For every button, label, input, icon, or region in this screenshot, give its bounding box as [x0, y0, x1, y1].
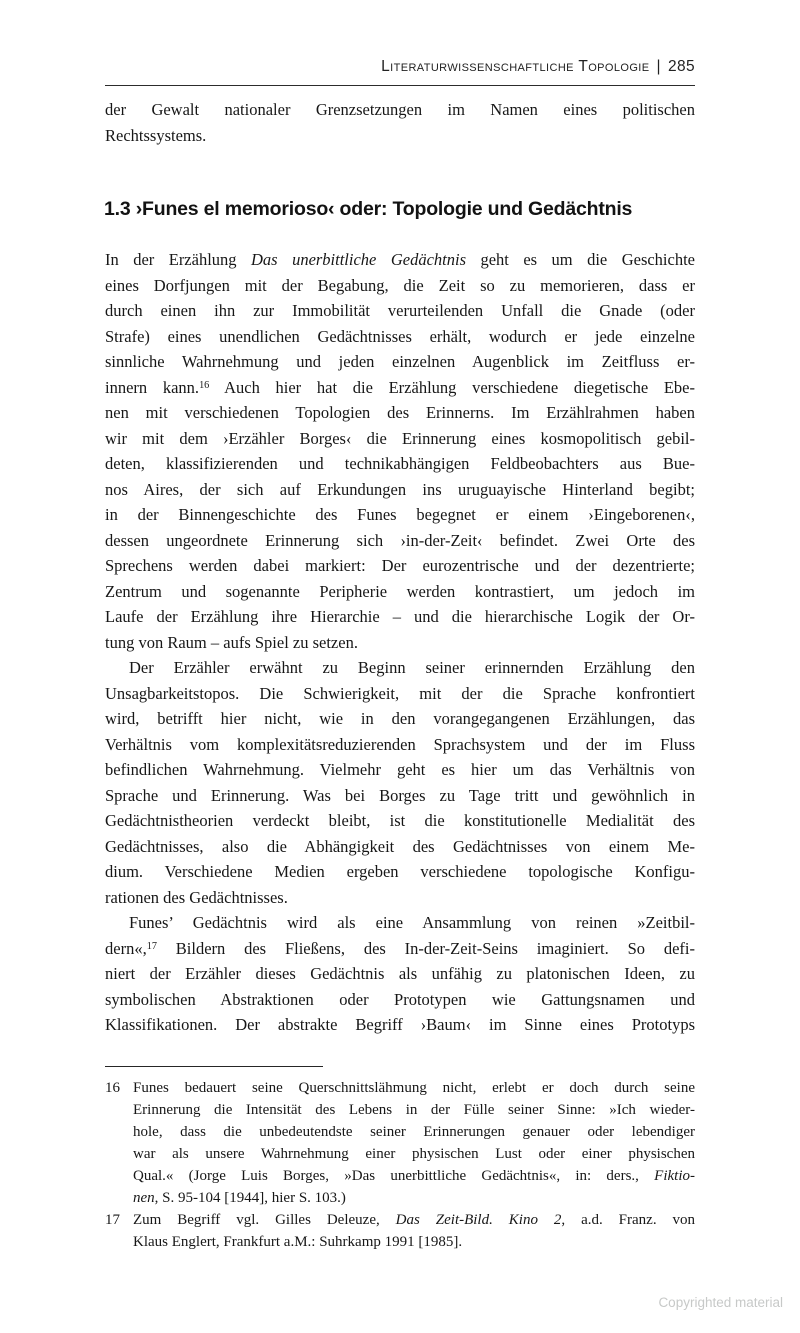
- paragraph-1: [105, 247, 695, 655]
- footnote-16: [105, 1077, 695, 1209]
- continuation-paragraph: [105, 97, 695, 148]
- footnote-number: 17: [105, 1212, 120, 1228]
- text-line: Klassifikationen. Der abstrakte Begriff ›Baum‹ im Sinne eines Prototyps: [105, 1015, 695, 1034]
- text-line: Zentrum und sogenannte Peripherie werden kontrastiert, um jedoch im: [105, 581, 695, 601]
- text-line: durch einen ihn zur Immobilität verurteilenden Unfall die Gnade (oder: [105, 301, 695, 320]
- text-line: Gedächtnistheorien verdeckt bleibt, ist die konstitutionelle Medialität des: [105, 811, 695, 830]
- paragraph-3: [105, 910, 695, 1038]
- text-line: hole, dass die unbedeutendste seiner Erinnerungen genauer oder lebendiger: [133, 1124, 695, 1140]
- text-line: in der Binnengeschichte des Funes begegnet er einem ›Eingeborenen‹,: [105, 505, 695, 524]
- text-line: Verhältnis vom komplexitätsreduzierenden Sprachsystem und der im Fluss: [105, 734, 695, 754]
- text-line: Erinnerung die Intensität des Lebens in der Fülle seiner Sinne: »Ich wieder-: [133, 1102, 695, 1118]
- footnote-17: [105, 1209, 695, 1253]
- footnote-text: [133, 1077, 695, 1209]
- text-line: nos Aires, der sich auf Erkundungen ins uruguayische Hinterland begibt;: [105, 479, 695, 499]
- section-heading: 1.3 ›Funes el memorioso‹ oder: Topologie und Gedächtnis: [104, 198, 633, 220]
- text-line: Rechtssystems.: [105, 125, 207, 145]
- text-line: innern kann.$^{16}$ Auch hier hat die Erzählung verschiedene diegetische Ebe-: [105, 377, 695, 397]
- running-header: [105, 58, 695, 86]
- text-line: wird, betrifft hier nicht, wie in den vorangegangenen Erzählungen, das: [105, 709, 695, 728]
- paragraph-2: [105, 655, 695, 910]
- text-line: Qual.« (Jorge Luis Borges, »Das unerbittliche Gedächtnis«, in: ders., Fiktio-: [133, 1168, 695, 1184]
- text-line: Sprache und Erinnerung. Was bei Borges zu Tage tritt und gewöhnlich in: [105, 785, 695, 805]
- footnote-number: 16: [105, 1080, 120, 1096]
- footnotes-section: [105, 1066, 695, 1253]
- text-line: dessen ungeordnete Erinnerung sich ›in-der-Zeit‹ befindet. Zwei Orte des: [105, 530, 695, 550]
- text-line: Der Erzähler erwähnt zu Beginn seiner erinnernden Erzählung den: [129, 658, 695, 677]
- text-line: Klaus Englert, Frankfurt a.M.: Suhrkamp 1991 [1985].: [133, 1234, 463, 1250]
- running-header-title: Literaturwissenschaftliche Topologie: [381, 58, 650, 75]
- text-line: Strafe) eines unendlichen Gedächtnisses erhält, wodurch er jede einzelne: [105, 326, 695, 346]
- text-line: tung von Raum – aufs Spiel zu setzen.: [105, 632, 358, 652]
- copyright-watermark: Copyrighted material: [658, 1295, 783, 1310]
- text-line: dium. Verschiedene Medien ergeben verschiedene topologische Konfigu-: [105, 862, 695, 881]
- text-line: wir mit dem ›Erzähler Borges‹ die Erinnerung eines kosmopolitisch gebil-: [105, 428, 695, 448]
- text-line: In der Erzählung Das unerbittliche Gedächtnis geht es um die Geschichte: [105, 250, 695, 269]
- text-line: war als unsere Wahrnehmung einer physischen Lust oder einer physischen: [133, 1146, 695, 1162]
- body-text: [105, 247, 695, 1038]
- footnote-text: [133, 1209, 695, 1253]
- text-line: befindlichen Wahrnehmung. Vielmehr geht es hier um das Verhältnis von: [105, 760, 695, 779]
- text-line: Laufe der Erzählung ihre Hierarchie – und die hierarchische Logik der Or-: [105, 607, 695, 626]
- text-line: rationen des Gedächtnisses.: [105, 887, 288, 907]
- text-line: Funes bedauert seine Querschnittslähmung nicht, erlebt er doch durch seine: [133, 1080, 695, 1096]
- text-line: der Gewalt nationaler Grenzsetzungen im Namen eines politischen: [105, 100, 695, 119]
- text-line: deten, klassifizierenden und technikabhängigen Feldbeobachters aus Bue-: [105, 454, 695, 473]
- text-line: Funes’ Gedächtnis wird als eine Ansammlung von reinen »Zeitbil-: [129, 913, 695, 932]
- text-line: eines Dorfjungen mit der Begabung, die Zeit so zu memorieren, dass er: [105, 275, 695, 295]
- page-number: 285: [667, 58, 695, 75]
- text-line: Sprechens werden dabei markiert: Der eurozentrische und der dezentrierte;: [105, 556, 695, 575]
- footnote-separator-rule: [105, 1066, 323, 1067]
- text-line: niert der Erzähler dieses Gedächtnis als unfähig zu platonischen Ideen, zu: [105, 964, 695, 983]
- running-header-separator: |: [656, 58, 661, 75]
- text-line: symbolischen Abstraktionen oder Prototypen wie Gattungsnamen und: [105, 989, 695, 1009]
- text-line: dern«,$^{17}$ Bildern des Fließens, des In-der-Zeit-Seins imaginiert. So defi-: [105, 938, 695, 958]
- text-line: nen, S. 95-104 [1944], hier S. 103.): [133, 1190, 346, 1206]
- text-line: Unsagbarkeitstopos. Die Schwierigkeit, mit der die Sprache konfrontiert: [105, 683, 695, 703]
- text-line: Zum Begriff vgl. Gilles Deleuze, Das Zeit-Bild. Kino 2, a.d. Franz. von: [133, 1212, 695, 1228]
- text-line: nen mit verschiedenen Topologien des Erinnerns. Im Erzählrahmen haben: [105, 403, 695, 422]
- text-line: Gedächtnisses, also die Abhängigkeit des Gedächtnisses von einem Me-: [105, 836, 695, 856]
- text-line: sinnliche Wahrnehmung und jeden einzelnen Augenblick im Zeitfluss er-: [105, 352, 695, 371]
